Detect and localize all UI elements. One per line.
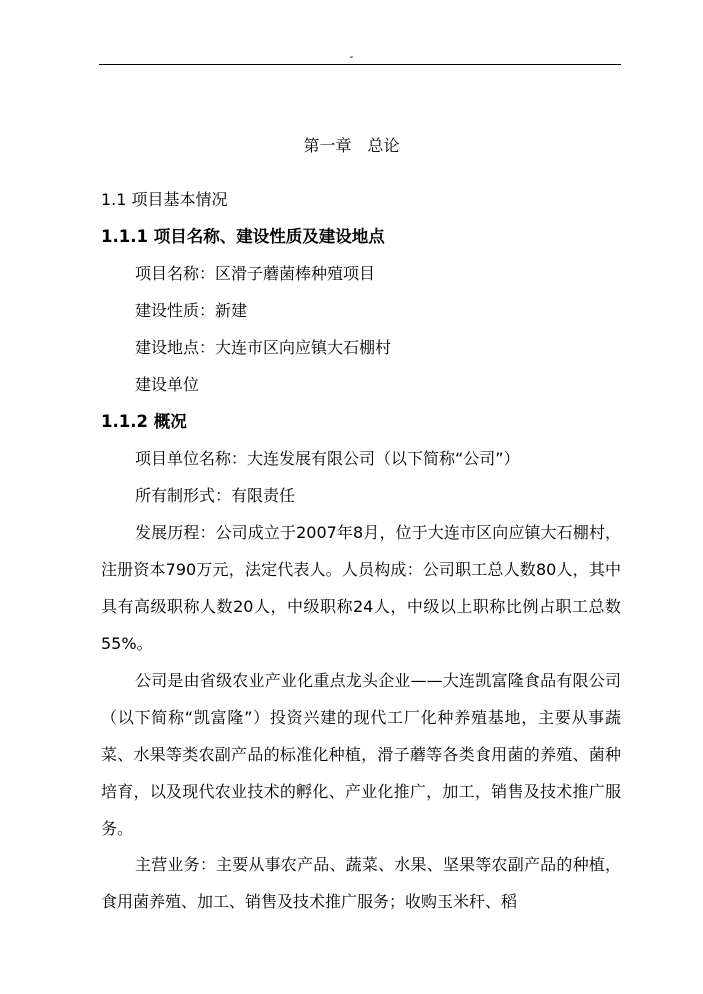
chapter-title: 第一章 总论 xyxy=(303,136,400,155)
construction-unit-line: 建设单位 xyxy=(135,375,200,394)
unit-name-line: 项目单位名称：大连发展有限公司（以下简称“公司”） xyxy=(135,449,520,468)
intro-paragraph: 公司是由省级农业产业化重点龙头企业——大连凯富隆食品有限公司（以下简称“凯富隆”）投资兴建的现代工厂化种养殖基地，主要从事蔬菜、水果等类农副产品的标准化种植，滑子蘑等各类食用菌的养殖、菌种培育，以及现代农业技术的孵化、产业化推广，加工，销售及技术推广服务。 xyxy=(101,671,621,838)
construction-site-line: 建设地点：大连市区向应镇大石棚村 xyxy=(135,338,392,357)
business-paragraph: 主营业务：主要从事农产品、蔬菜、水果、坚果等农副产品的种植，食用菌养殖、加工、销售及技术推广服务；收购玉米秆、稻 xyxy=(101,855,621,911)
ownership-line: 所有制形式：有限责任 xyxy=(135,486,296,505)
header-rule xyxy=(99,64,621,65)
construction-nature-line: 建设性质：新建 xyxy=(135,301,248,320)
project-name-line: 项目名称：区滑子蘑菌棒种殖项目 xyxy=(135,264,376,283)
page-header-mark: - xyxy=(349,50,354,63)
section-heading-1-1: 1.1 项目基本情况 xyxy=(101,190,228,209)
section-heading-1-1-2: 1.1.2 概况 xyxy=(101,412,187,431)
history-paragraph: 发展历程：公司成立于2007年8月，位于大连市区向应镇大石棚村，注册资本790万元，法定代表人。人员构成：公司职工总人数80人，其中具有高级职称人数20人，中级职称24人，中级以上职称比例占职工总数55%。 xyxy=(101,523,621,653)
section-heading-1-1-1: 1.1.1 项目名称、建设性质及建设地点 xyxy=(101,227,385,246)
